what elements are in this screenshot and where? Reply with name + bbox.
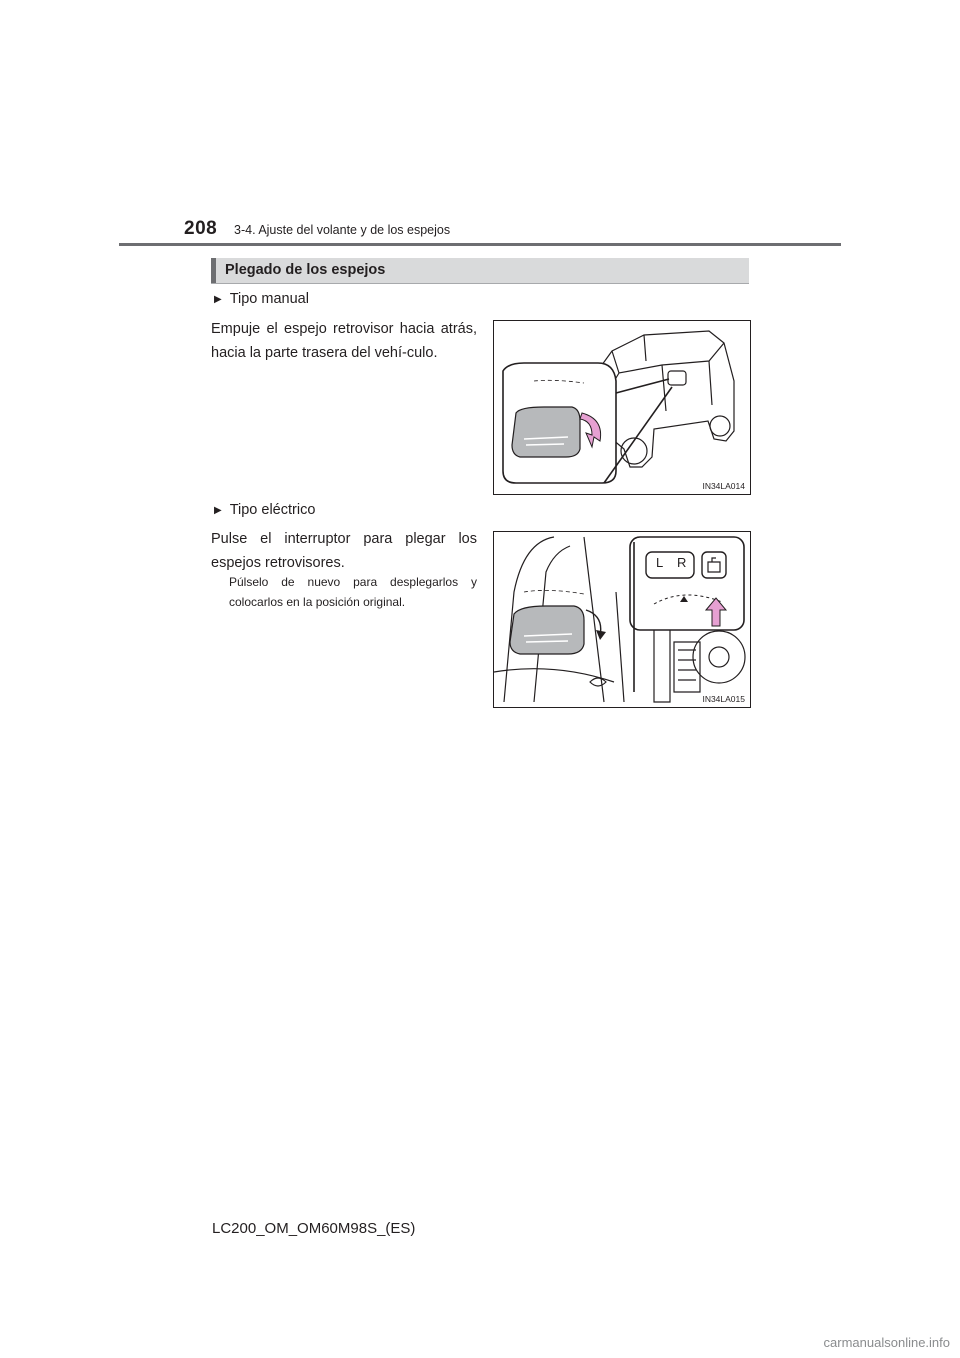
figure-code-manual: IN34LA014 [702, 481, 745, 491]
section-title: Plegado de los espejos [225, 262, 386, 278]
figure-code-electric: IN34LA015 [702, 694, 745, 704]
watermark: carmanualsonline.info [823, 1335, 950, 1350]
switch-label-right: R [677, 555, 687, 570]
triangle-right-icon: ▶ [214, 505, 222, 516]
subhead-manual-label: Tipo manual [229, 291, 309, 307]
switch-label-left: L [656, 555, 664, 570]
document-id: LC200_OM_OM60M98S_(ES) [212, 1220, 416, 1237]
triangle-right-icon: ▶ [214, 294, 222, 305]
section-heading-accent [211, 258, 216, 283]
chapter-title: 3-4. Ajuste del volante y de los espejos [234, 223, 451, 237]
subhead-manual [214, 291, 309, 307]
electric-note-text: Púlselo de nuevo para desplegarlos y colocarlos en la posición original. [229, 575, 477, 609]
manual-body-text: Empuje el espejo retrovisor hacia atrás, hacia la parte trasera del vehí-culo. [211, 321, 477, 361]
figure-manual-mirror [493, 320, 751, 495]
figure-electric-mirror [493, 531, 751, 708]
manual-mirror-illustration [494, 321, 750, 494]
page-number: 208 [184, 218, 218, 239]
subhead-electric [214, 502, 315, 518]
section-heading-bar [211, 258, 749, 284]
electric-mirror-illustration [494, 532, 750, 707]
header-rule [119, 243, 841, 246]
electric-body-text: Pulse el interruptor para plegar los espejos retrovisores. [211, 531, 477, 571]
subhead-electric-label: Tipo eléctrico [229, 502, 316, 518]
